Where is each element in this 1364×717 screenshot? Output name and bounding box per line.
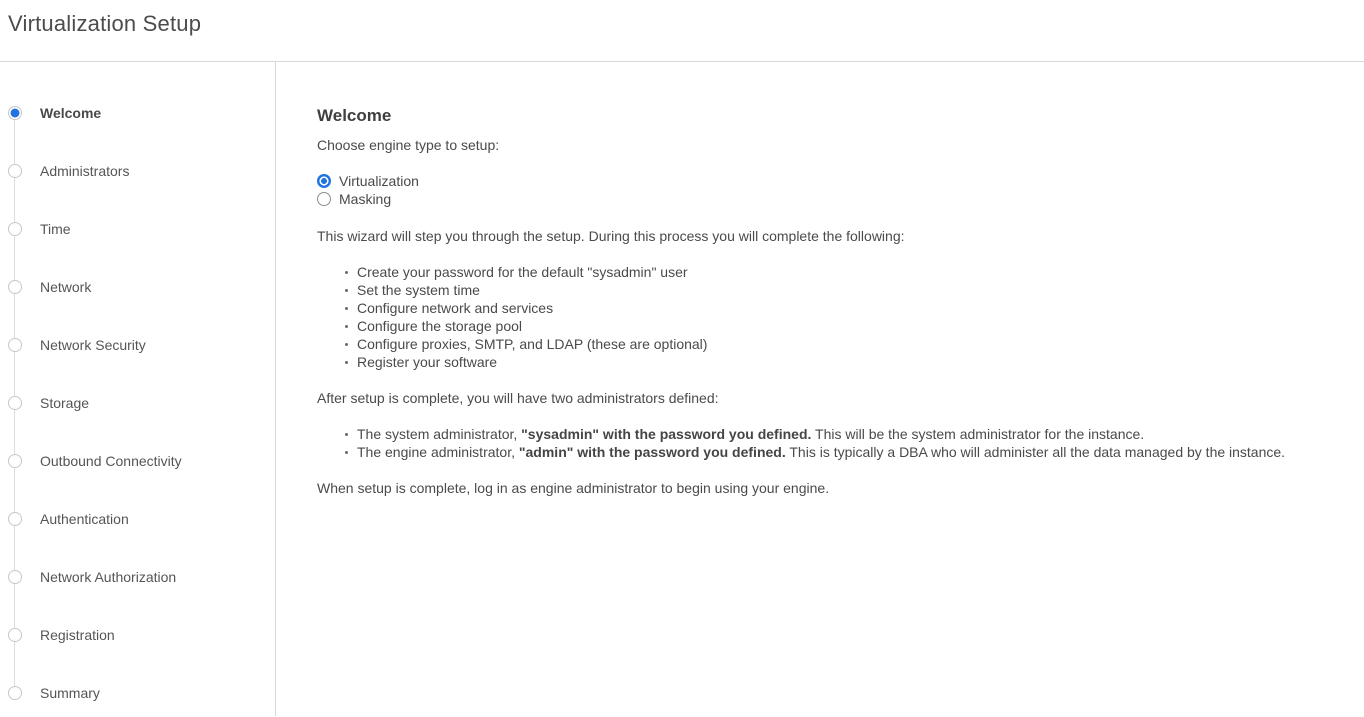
radio-unselected-icon <box>8 164 22 178</box>
choose-engine-label: Choose engine type to setup: <box>317 137 500 153</box>
text-segment: The system administrator, <box>357 426 522 442</box>
list-item: Configure the storage pool <box>357 317 1324 335</box>
text-segment-bold: "sysadmin" with the password you defined. <box>521 426 812 442</box>
radio-unselected-icon <box>8 222 22 236</box>
text-segment: The engine administrator, <box>357 444 519 460</box>
step-outbound-connectivity[interactable] <box>0 432 275 490</box>
radio-selected-icon[interactable] <box>317 174 331 188</box>
list-item: Configure network and services <box>357 299 1324 317</box>
step-registration[interactable] <box>0 606 275 664</box>
radio-option-masking[interactable] <box>317 190 1324 208</box>
wizard-steps-sidebar <box>0 62 276 716</box>
text-segment: This will be the system administrator for the instance. <box>811 426 1145 442</box>
radio-option-label: Virtualization <box>339 173 419 189</box>
admins-intro-text: After setup is complete, you will have two administrators defined: <box>317 390 719 406</box>
radio-unselected-icon[interactable] <box>317 192 331 206</box>
step-label: Outbound Connectivity <box>40 453 182 469</box>
step-welcome[interactable] <box>0 84 275 142</box>
step-summary[interactable] <box>0 664 275 716</box>
list-item: Register your software <box>357 353 1324 371</box>
step-time[interactable] <box>0 200 275 258</box>
list-item: Set the system time <box>357 281 1324 299</box>
setup-tasks-list <box>317 263 1324 371</box>
step-storage[interactable] <box>0 374 275 432</box>
step-label: Storage <box>40 395 90 411</box>
text-segment: This is typically a DBA who will administer all the data managed by the instance. <box>785 444 1286 460</box>
radio-option-virtualization[interactable] <box>317 172 1324 190</box>
wizard-intro-text: This wizard will step you through the setup. During this process you will complete the following: <box>317 228 905 244</box>
main-content <box>276 62 1364 716</box>
step-network-authorization[interactable] <box>0 548 275 606</box>
step-authentication[interactable] <box>0 490 275 548</box>
list-item <box>357 425 1324 443</box>
radio-unselected-icon <box>8 570 22 584</box>
radio-unselected-icon <box>8 338 22 352</box>
radio-option-label: Masking <box>339 191 392 207</box>
list-item <box>357 443 1324 461</box>
radio-unselected-icon <box>8 686 22 700</box>
step-network[interactable] <box>0 258 275 316</box>
step-label: Administrators <box>40 163 130 179</box>
step-label: Authentication <box>40 511 129 527</box>
page-title: Virtualization Setup <box>8 11 202 36</box>
section-heading: Welcome <box>317 106 392 125</box>
radio-unselected-icon <box>8 454 22 468</box>
radio-selected-icon <box>8 106 22 120</box>
step-label: Registration <box>40 627 115 643</box>
step-label: Summary <box>40 685 100 701</box>
text-segment-bold: "admin" with the password you defined. <box>518 444 786 460</box>
radio-unselected-icon <box>8 628 22 642</box>
radio-unselected-icon <box>8 280 22 294</box>
step-label: Network Authorization <box>40 569 177 585</box>
step-label: Network <box>40 279 92 295</box>
administrators-list <box>317 425 1324 461</box>
wizard-layout <box>0 62 1364 716</box>
app-header <box>0 0 1364 62</box>
step-label: Network Security <box>40 337 146 353</box>
step-administrators[interactable] <box>0 142 275 200</box>
closing-text: When setup is complete, log in as engine administrator to begin using your engine. <box>317 480 830 496</box>
list-item: Create your password for the default "sysadmin" user <box>357 263 1324 281</box>
step-label: Time <box>40 221 71 237</box>
radio-unselected-icon <box>8 512 22 526</box>
engine-type-radio-group <box>317 172 1324 208</box>
list-item: Configure proxies, SMTP, and LDAP (these are optional) <box>357 335 1324 353</box>
step-label: Welcome <box>40 105 102 121</box>
radio-unselected-icon <box>8 396 22 410</box>
step-network-security[interactable] <box>0 316 275 374</box>
